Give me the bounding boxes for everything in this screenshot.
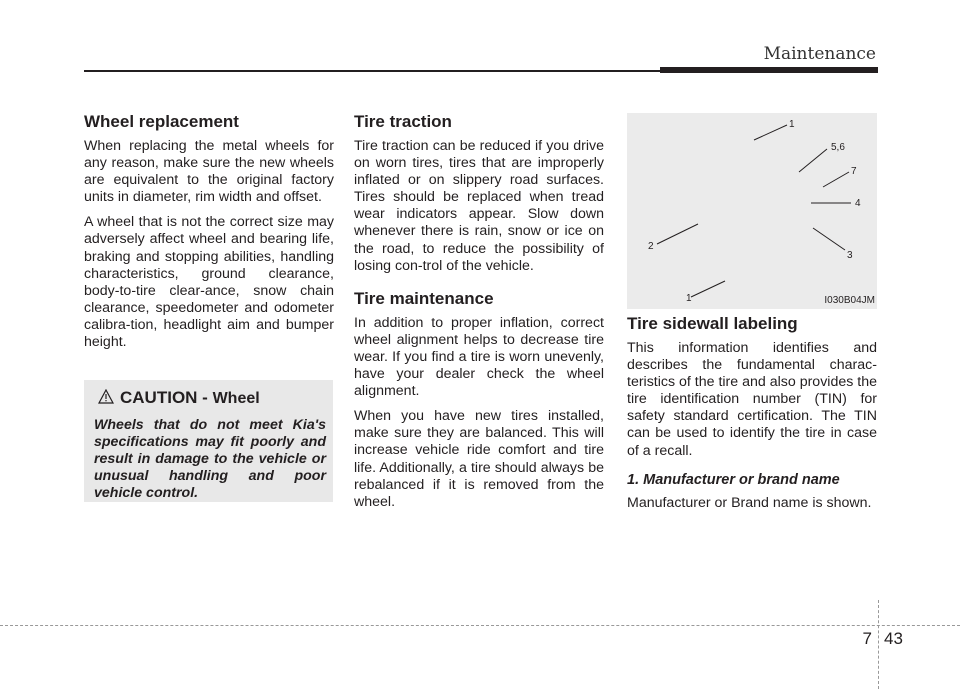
wheel-paragraph-1: When replacing the metal wheels for any reason, make sure the new wheels are equivalent to the original factory units in diameter, rim width and offset.: [84, 138, 334, 206]
figure-code: I030B04JM: [824, 295, 875, 306]
maintenance-paragraph-1: In addition to proper inflation, correct wheel alignment helps to decrease tire wear. If you find a tire is worn unevenly, have your dealer check the wheel alignment.: [354, 314, 604, 400]
wheel-paragraph-2: A wheel that is not the correct size may adversely affect wheel and bearing life, braking and stopping abilities, handling characteristics, ground clearance, body-to-tire clear-ance, snow chain clearance, speedometer and odometer calibra-tion, headlight aim and bumper height.: [84, 214, 334, 351]
header-rule: [84, 70, 660, 72]
tire-sidewall-diagram: [627, 113, 877, 309]
caution-topic: Wheel: [212, 390, 260, 407]
callout-label: 3: [847, 250, 853, 261]
section-title: Maintenance: [763, 44, 876, 64]
callout-label: 1: [789, 119, 795, 130]
sidewall-paragraph: This information identifies and describes the fundamental charac-teristics of the tire and also provides the tire identification number (TIN) for safety standard certification. The TIN can be used to identify the tire in case of a recall.: [627, 340, 877, 459]
tire-maintenance-heading: Tire maintenance: [354, 288, 494, 308]
header-rule-bold: [660, 67, 878, 73]
callout-label: 2: [648, 241, 654, 252]
callout-label: 1: [686, 293, 692, 304]
tire-traction-section: [354, 112, 604, 519]
footer-divider: [878, 600, 879, 689]
manufacturer-subheading: 1. Manufacturer or brand name: [627, 471, 840, 488]
wheel-replacement-heading: Wheel replacement: [84, 112, 239, 131]
caution-label: CAUTION -: [120, 388, 208, 407]
manufacturer-paragraph: Manufacturer or Brand name is shown.: [627, 494, 872, 511]
maintenance-paragraph-2: When you have new tires installed, make sure they are balanced. This will increase vehicle ride comfort and tire life. Additionally, a tire should always be rebalanced if it is removed from the wheel.: [354, 408, 604, 510]
callout-label: 4: [855, 198, 861, 209]
caution-text: Wheels that do not meet Kia's specifications may fit poorly and result in damage to the vehicle or unusual handling and poor vehicle control.: [94, 417, 326, 501]
tire-sidewall-heading: Tire sidewall labeling: [627, 314, 798, 333]
callout-label: 7: [851, 166, 857, 177]
footer-rule: [0, 625, 960, 626]
callout-label: 5,6: [831, 142, 845, 153]
tire-sidewall-section: [627, 314, 877, 520]
traction-paragraph: Tire traction can be reduced if you drive on worn tires, tires that are improperly inflated or on slippery road surfaces. Tires should be replaced when tread wear indicators appear. Slow down whenever there is rain, snow or ice on the road, to reduce the possibility of losing con-trol of the vehicle.: [354, 138, 604, 274]
chapter-number: 7: [862, 629, 872, 648]
warning-icon: [98, 389, 114, 404]
wheel-replacement-section: [84, 112, 334, 359]
caution-box: [84, 380, 333, 502]
tire-traction-heading: Tire traction: [354, 112, 452, 131]
page-number: 43: [884, 629, 903, 648]
caution-heading: [98, 388, 260, 408]
